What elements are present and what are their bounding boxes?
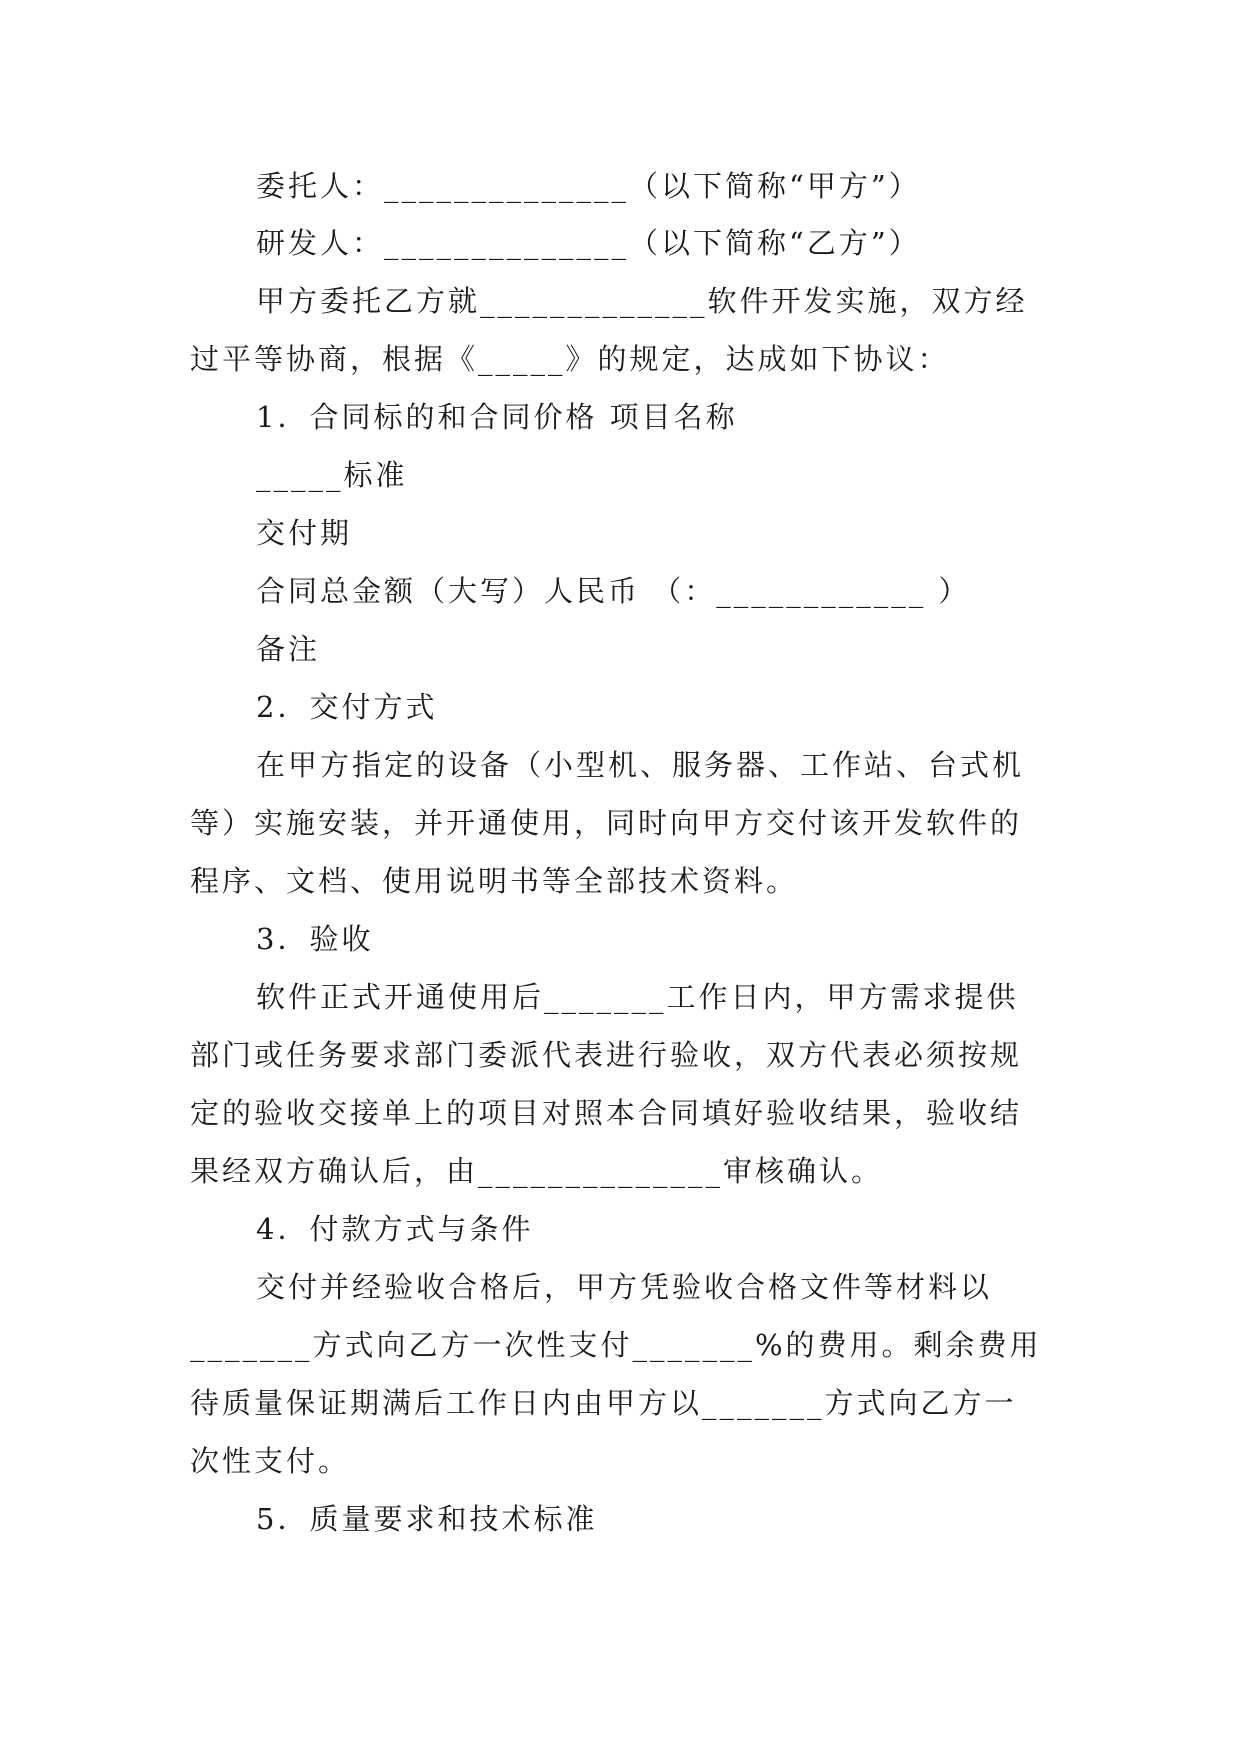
acceptance-paragraph-line-3: 定的验收交接单上的项目对照本合同填好验收结果，验收结 [190,1096,1023,1130]
preamble-line-1: 甲方委托乙方就_____________软件开发实施，双方经 [256,284,1028,318]
total-amount-line: 合同总金额（大写）人民币 （：____________ ） [256,574,971,608]
payment-paragraph-line-4: 次性支付。 [190,1444,351,1478]
payment-paragraph-line-2: _______方式向乙方一次性支付_______%的费用。剩余费用 [190,1328,1042,1362]
acceptance-paragraph-line-1: 软件正式开通使用后_______工作日内，甲方需求提供 [256,980,1019,1014]
acceptance-paragraph-line-2: 部门或任务要求部门委派代表进行验收，双方代表必须按规 [190,1038,1023,1072]
delivery-paragraph-line-1: 在甲方指定的设备（小型机、服务器、工作站、台式机 [256,748,1025,782]
delivery-paragraph-line-2: 等）实施安装，并开通使用，同时向甲方交付该开发软件的 [190,806,1023,840]
delivery-period-line: 交付期 [256,516,353,550]
developer-line: 研发人：______________（以下简称“乙方”） [256,226,921,260]
section-4-heading: 4．付款方式与条件 [256,1212,534,1246]
standard-line: _____标准 [256,458,408,492]
payment-paragraph-line-3: 待质量保证期满后工作日内由甲方以_______方式向乙方一 [190,1386,1017,1420]
delivery-paragraph-line-3: 程序、文档、使用说明书等全部技术资料。 [190,864,799,898]
client-line: 委托人：______________（以下简称“甲方”） [256,169,921,203]
section-1-heading: 1．合同标的和合同价格 项目名称 [256,400,738,434]
preamble-line-2: 过平等协商，根据《_____》的规定，达成如下协议： [190,342,950,376]
section-3-heading: 3．验收 [256,922,374,956]
payment-paragraph-line-1: 交付并经验收合格后，甲方凭验收合格文件等材料以 [256,1270,993,1304]
section-5-heading: 5．质量要求和技术标准 [256,1502,598,1536]
acceptance-paragraph-line-4: 果经双方确认后，由______________审核确认。 [190,1154,884,1188]
section-2-heading: 2．交付方式 [256,690,438,724]
remarks-line: 备注 [256,632,321,666]
